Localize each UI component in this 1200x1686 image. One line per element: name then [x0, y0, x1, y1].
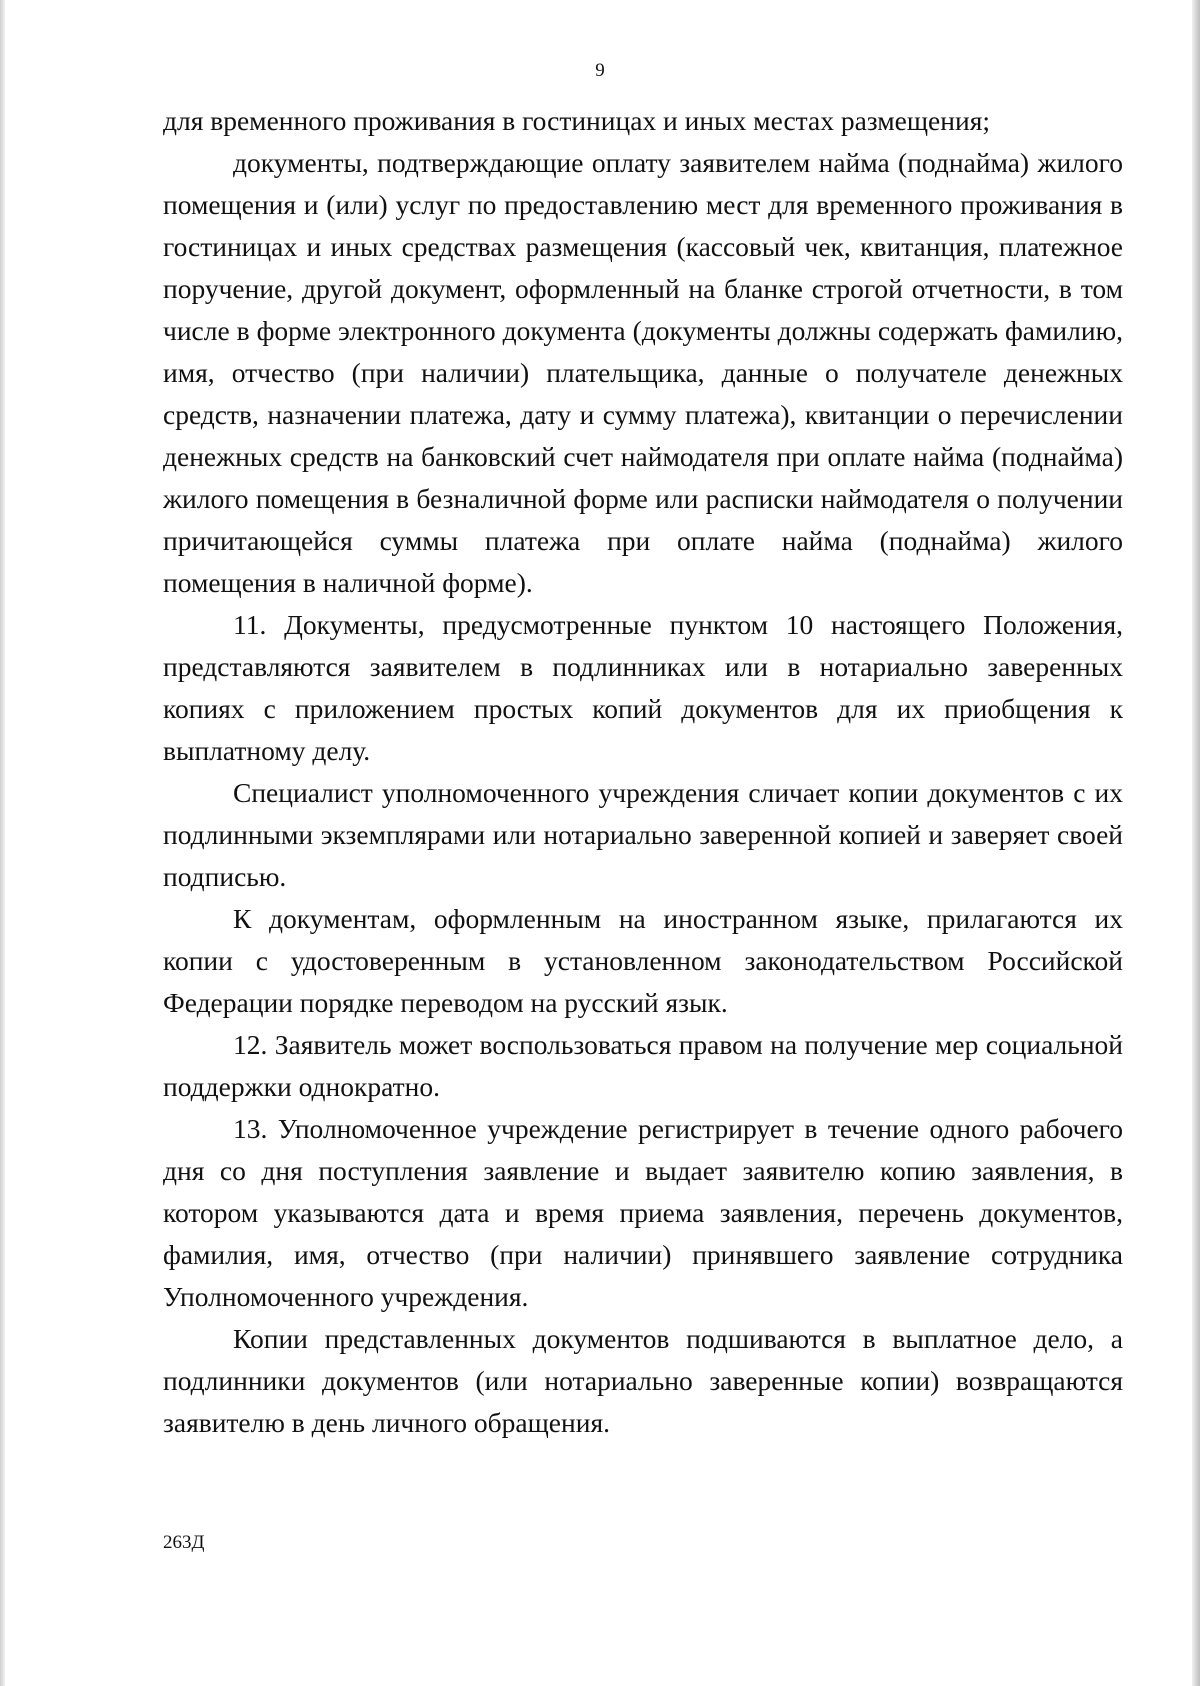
scan-edge-right [1192, 0, 1200, 1686]
footer-document-code: 263Д [163, 1532, 205, 1553]
paragraph-document-copies: Копии представленных документов подшиваются в выплатное дело, а подлинники документов (или нотариально заверенные копии) возвращаются заявителю в день личного обращения. [163, 1323, 1123, 1438]
paragraph-continuation: для временного проживания в гостиницах и иных местах размещения; [163, 105, 990, 136]
paragraph-foreign-language-documents: К документам, оформленным на иностранном языке, прилагаются их копии с удостоверенным в установленном законодательством Российской Федерации порядке переводом на русский язык. [163, 903, 1123, 1018]
paragraph-clause-13: 13. Уполномоченное учреждение регистрирует в течение одного рабочего дня со дня поступления заявление и выдает заявителю копию заявления, в котором указываются дата и время приема заявления, перечень документов, фамилия, имя, отчество (при наличии) принявшего заявление сотрудника Уполномоченного учреждения. [163, 1113, 1123, 1312]
document-body [163, 100, 1123, 1444]
page-number: 9 [595, 60, 605, 81]
scan-edge-left [0, 0, 5, 1686]
paragraph-payment-documents: документы, подтверждающие оплату заявителем найма (поднайма) жилого помещения и (или) услуг по предоставлению мест для временного проживания в гостиницах и иных средствах размещения (кассовый чек, квитанция, платежное поручение, другой документ, оформленный на бланке строгой отчетности, в том числе в форме электронного документа (документы должны содержать фамилию, имя, отчество (при наличии) плательщика, данные о получателе денежных средств, назначении платежа, дату и сумму платежа), квитанции о перечислении денежных средств на банковский счет наймодателя при оплате найма (поднайма) жилого помещения в безналичной форме или расписки наймодателя о получении причитающейся суммы платежа при оплате найма (поднайма) жилого помещения в наличной форме). [163, 147, 1123, 598]
paragraph-clause-12: 12. Заявитель может воспользоваться правом на получение мер социальной поддержки однократно. [163, 1029, 1123, 1102]
paragraph-specialist-verification: Специалист уполномоченного учреждения сличает копии документов с их подлинными экземплярами или нотариально заверенной копией и заверяет своей подписью. [163, 777, 1123, 892]
paragraph-clause-11: 11. Документы, предусмотренные пунктом 10 настоящего Положения, представляются заявителем в подлинниках или в нотариально заверенных копиях с приложением простых копий документов для их приобщения к выплатному делу. [163, 609, 1123, 766]
